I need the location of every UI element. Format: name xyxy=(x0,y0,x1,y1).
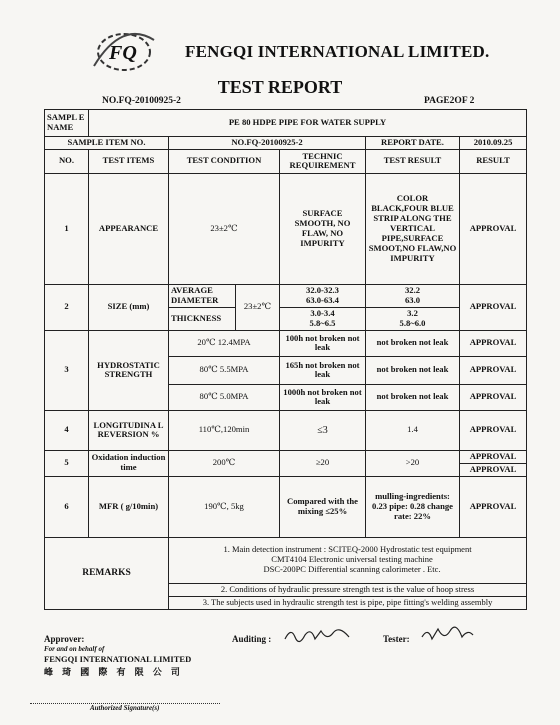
authorized-signature-label: Authorized Signature(s) xyxy=(90,704,160,712)
test-result: not broken not leak xyxy=(366,330,460,356)
report-date-label: REPORT DATE. xyxy=(366,137,460,150)
remark-line-2: CMT4104 Electronic universal testing machine xyxy=(271,554,433,565)
result: APPROVAL xyxy=(460,284,527,330)
test-item: LONGITUDINA L REVERSION % xyxy=(89,410,169,450)
requirement-thickness-2: 5.8~6.5 xyxy=(309,317,336,328)
row-no: 4 xyxy=(45,410,89,450)
row-no: 3 xyxy=(45,330,89,410)
table-row xyxy=(45,330,527,356)
result: APPROVAL xyxy=(460,330,527,356)
remarks-label: REMARKS xyxy=(45,537,169,609)
test-result: not broken not leak xyxy=(366,384,460,410)
test-report-table xyxy=(44,109,527,610)
row-no: 2 xyxy=(45,284,89,330)
remark-line-3: DSC-200PC Differential scanning calorimeter . Etc. xyxy=(263,564,441,574)
result: APPROVAL xyxy=(460,356,527,384)
test-result: not broken not leak xyxy=(366,356,460,384)
row-no: 5 xyxy=(45,450,89,476)
test-result: 1.4 xyxy=(366,410,460,450)
test-condition: 200℃ xyxy=(169,450,280,476)
requirement: SURFACE SMOOTH, NO FLAW, NO IMPURITY xyxy=(280,173,366,284)
col-header-requirement: TECHNIC REQUIREMENT xyxy=(280,149,366,173)
result: APPROVAL xyxy=(460,173,527,284)
remarks-instruments xyxy=(169,537,527,583)
col-header-test-result: TEST RESULT xyxy=(366,149,460,173)
test-result: >20 xyxy=(366,450,460,476)
report-date: 2010.09.25 xyxy=(460,137,527,150)
requirement-diameter-1: 32.0-32.3 xyxy=(306,285,339,295)
test-condition: 110℃,120min xyxy=(169,410,280,450)
footer-company-chinese: 峰 琦 國 際 有 限 公 司 xyxy=(44,668,183,678)
result-diameter-2: 63.0 xyxy=(404,294,421,305)
requirement: 165h not broken not leak xyxy=(280,356,366,384)
sample-item-no: NO.FQ-20100925-2 xyxy=(169,137,366,150)
test-item: SIZE (mm) xyxy=(89,284,169,330)
sample-item-no-label: SAMPLE ITEM NO. xyxy=(45,137,169,150)
requirement: Compared with the mixing ≤25% xyxy=(280,476,366,537)
report-title: TEST REPORT xyxy=(217,77,343,97)
col-header-items: TEST ITEMS xyxy=(89,149,169,173)
condition-thickness: THICKNESS xyxy=(169,307,236,330)
result: APPROVAL xyxy=(460,463,527,476)
table-row xyxy=(45,173,527,284)
requirement-diameter-2: 63.0-63.4 xyxy=(306,294,339,305)
remark-line-5: 3. The subjects used in hydraulic strength test is pipe, pipe fitting's welding assembly xyxy=(169,596,527,609)
fq-logo xyxy=(88,26,158,76)
requirement: ≥20 xyxy=(280,450,366,476)
row-no: 6 xyxy=(45,476,89,537)
test-condition: 80℃ 5.5MPA xyxy=(169,356,280,384)
table-row xyxy=(45,284,527,307)
company-name: FENGQI INTERNATIONAL LIMITED. xyxy=(185,42,490,61)
result: APPROVAL xyxy=(460,450,527,463)
requirement: 100h not broken not leak xyxy=(280,330,366,356)
test-condition: 190℃, 5kg xyxy=(169,476,280,537)
test-condition: 80℃ 5.0MPA xyxy=(169,384,280,410)
requirement-diameter xyxy=(280,284,366,307)
requirement: ≤3 xyxy=(280,410,366,450)
col-header-result: RESULT xyxy=(460,149,527,173)
approver-label: Approver: xyxy=(44,634,85,644)
test-item: APPEARANCE xyxy=(89,173,169,284)
tester-label: Tester: xyxy=(383,634,410,644)
tester-signature xyxy=(420,625,475,643)
remark-line-1: 1. Main detection instrument : SCITEQ-2000 Hydrostatic test equipment xyxy=(223,544,472,555)
col-header-no: NO. xyxy=(45,149,89,173)
result: APPROVAL xyxy=(460,476,527,537)
requirement-thickness xyxy=(280,307,366,330)
test-item: Oxidation induction time xyxy=(89,450,169,476)
test-result: COLOR BLACK,FOUR BLUE STRIP ALONG THE VERTICAL PIPE,SURFACE SMOOT,NO FLAW,NO IMPURITY xyxy=(366,173,460,284)
test-item: HYDROSTATIC STRENGTH xyxy=(89,330,169,410)
result-thickness xyxy=(366,307,460,330)
remark-line-4: 2. Conditions of hydraulic pressure strength test is the value of hoop stress xyxy=(169,583,527,596)
report-number: NO.FQ-20100925-2 xyxy=(102,96,181,106)
requirement-thickness-1: 3.0-3.4 xyxy=(310,308,335,318)
condition-temperature: 23±2℃ xyxy=(236,284,280,330)
result: APPROVAL xyxy=(460,384,527,410)
result-diameter-1: 32.2 xyxy=(404,285,421,295)
table-row xyxy=(45,450,527,463)
condition-average-diameter: AVERAGE DIAMETER xyxy=(169,284,236,307)
sample-name-value: PE 80 HDPE PIPE FOR WATER SUPPLY xyxy=(89,110,527,137)
test-result: mulling-ingredients: 0.23 pipe: 0.28 change rate: 22% xyxy=(366,476,460,537)
footer-company-name: FENGQI INTERNATIONAL LIMITED xyxy=(44,654,192,664)
result-thickness-2: 5.8~6.0 xyxy=(399,317,426,328)
result-thickness-1: 3.2 xyxy=(407,308,418,318)
test-condition: 20℃ 12.4MPA xyxy=(169,330,280,356)
table-row xyxy=(45,476,527,537)
test-item: MFR ( g/10min) xyxy=(89,476,169,537)
auditing-label: Auditing : xyxy=(232,634,272,644)
requirement: 1000h not broken not leak xyxy=(280,384,366,410)
table-row xyxy=(45,410,527,450)
sample-name-label: SAMPL E NAME xyxy=(45,110,89,137)
result-diameter xyxy=(366,284,460,307)
svg-text:FQ: FQ xyxy=(109,42,137,64)
row-no: 1 xyxy=(45,173,89,284)
page-number: PAGE2OF 2 xyxy=(424,96,475,106)
result: APPROVAL xyxy=(460,410,527,450)
auditor-signature xyxy=(283,625,353,643)
test-condition: 23±2℃ xyxy=(169,173,280,284)
on-behalf-text: For and on behalf of xyxy=(44,645,105,653)
col-header-condition: TEST CONDITION xyxy=(169,149,280,173)
